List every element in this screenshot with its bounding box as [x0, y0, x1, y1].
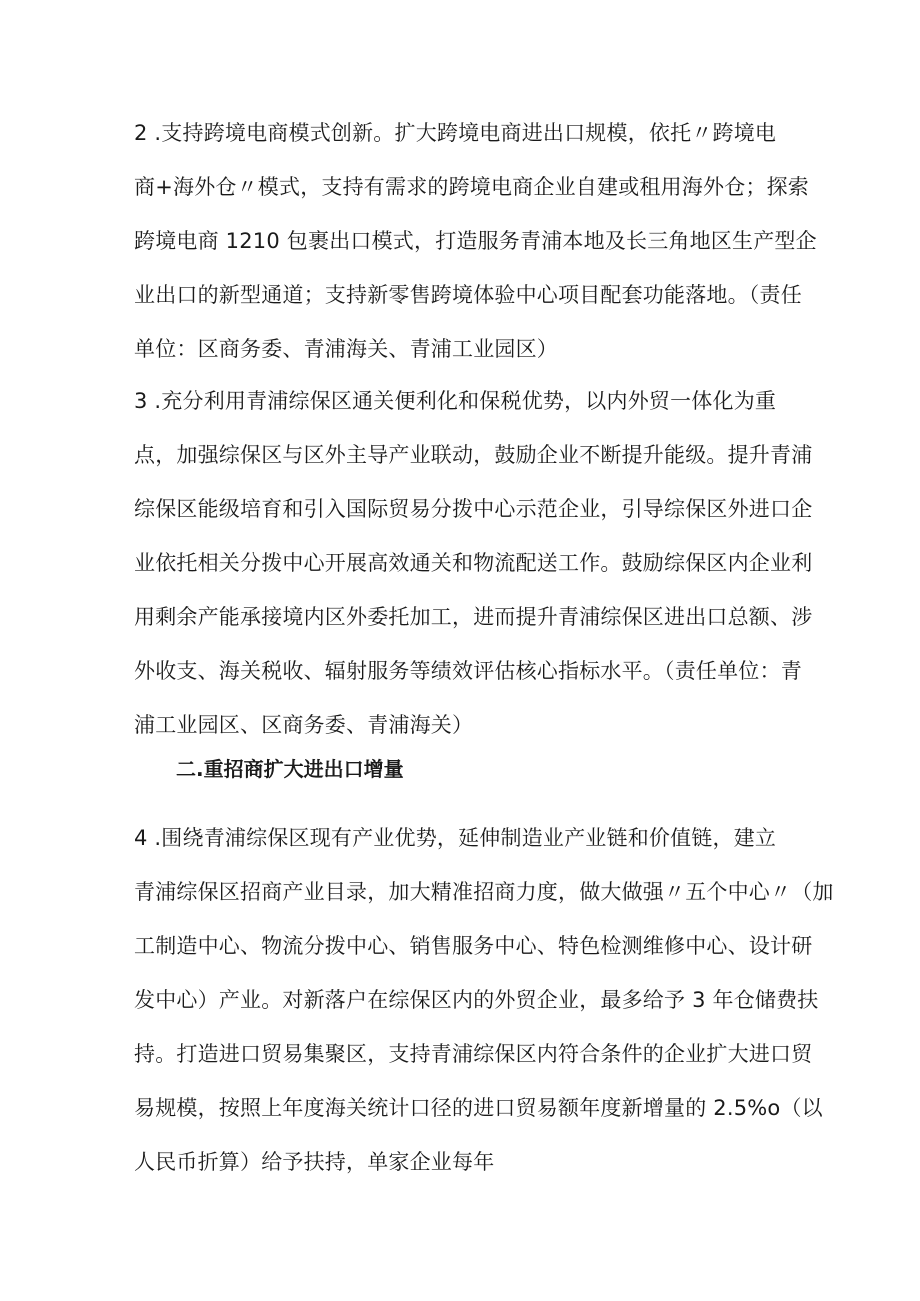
text-line: 业依托相关分拨中心开展高效通关和物流配送工作。鼓励综保区内企业利 [134, 551, 813, 575]
text-line: 外收支、海关税收、辐射服务等绩效评估核心指标水平。（责任单位：青 [134, 659, 802, 683]
paragraph-investment-attraction [134, 811, 834, 1189]
paragraph-cross-border-ecommerce [134, 106, 817, 376]
text-line: 发中心）产业。对新落户在综保区内的外贸企业，最多给予 3 年仓储费扶 [134, 988, 819, 1012]
text-line: 4 .围绕青浦综保区现有产业优势，延伸制造业产业链和价值链，建立 [134, 826, 777, 850]
text-line: 用剩余产能承接境内区外委托加工，进而提升青浦综保区进出口总额、涉 [134, 605, 813, 629]
text-line: 易规模，按照上年度海关统计口径的进口贸易额年度新增量的 2.5%o（以 [134, 1096, 823, 1120]
text-line: 业出口的新型通道；支持新零售跨境体验中心项目配套功能落地。（责任 [134, 283, 802, 307]
text-line: 跨境电商 1210 包裹出口模式，打造服务青浦本地及长三角地区生产型企 [134, 229, 817, 253]
text-line: 2 .支持跨境电商模式创新。扩大跨境电商进出口规模，依托〃跨境电 [134, 121, 777, 145]
text-line: 人民币折算）给予扶持，单家企业每年 [134, 1150, 495, 1174]
text-line: 持。打造进口贸易集聚区，支持青浦综保区内符合条件的企业扩大进口贸 [134, 1042, 813, 1066]
section-heading: 二.重招商扩大进出口增量 [176, 757, 404, 781]
text-line: 单位：区商务委、青浦海关、青浦工业园区） [134, 337, 558, 361]
text-line: 综保区能级培育和引入国际贸易分拨中心示范企业，引导综保区外进口企 [134, 497, 813, 521]
text-line: 工制造中心、物流分拨中心、销售服务中心、特色检测维修中心、设计研 [134, 934, 813, 958]
text-line: 3 .充分利用青浦综保区通关便利化和保税优势，以内外贸一体化为重 [134, 389, 777, 413]
text-line: 点，加强综保区与区外主导产业联动，鼓励企业不断提升能级。提升青浦 [134, 443, 813, 467]
paragraph-bonded-zone-advantages [134, 374, 813, 752]
text-line: 商+海外仓〃模式，支持有需求的跨境电商企业自建或租用海外仓；探索 [134, 175, 809, 199]
text-line: 青浦综保区招商产业目录，加大精准招商力度，做大做强〃五个中心〃（加 [134, 880, 834, 904]
text-line: 浦工业园区、区商务委、青浦海关） [134, 713, 474, 737]
